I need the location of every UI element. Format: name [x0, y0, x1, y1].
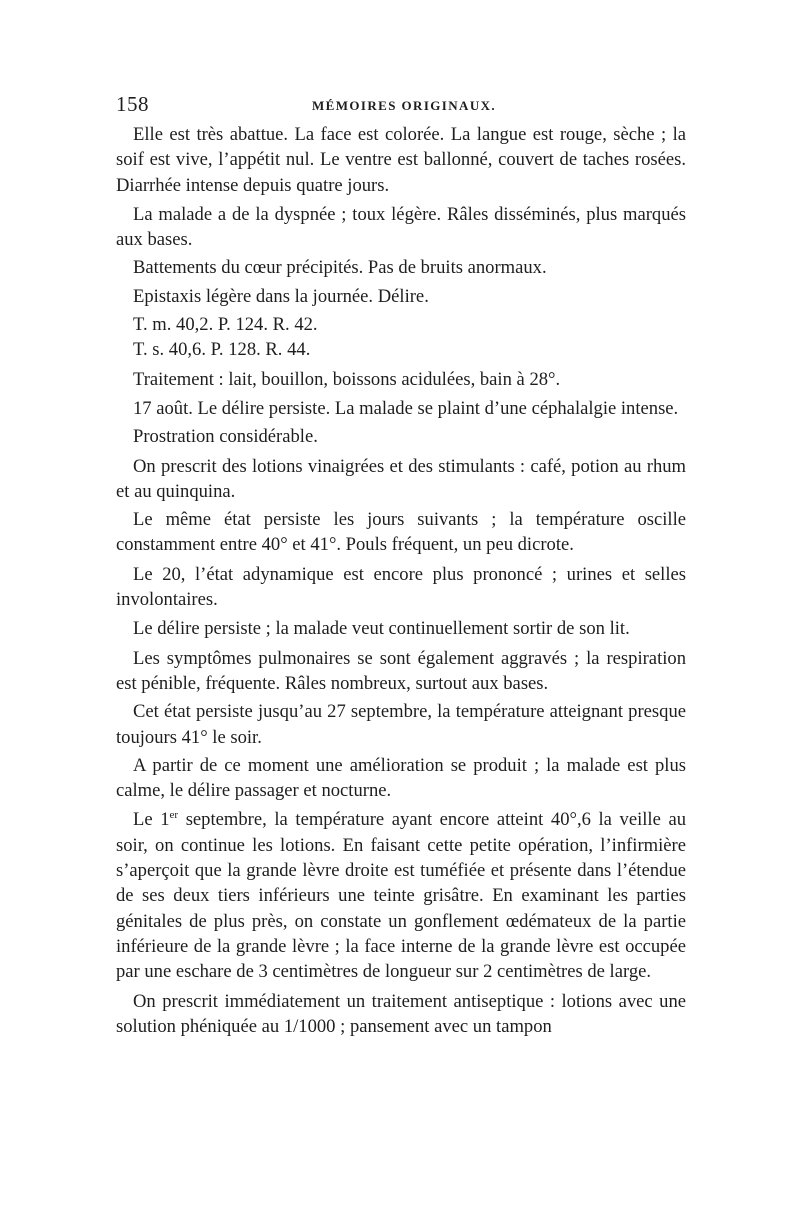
paragraph-same-state: Le même état persiste les jours suivants ; la température oscille constamment entre 40° et 41°. Pouls fréquent, un peu dicrote. [116, 509, 686, 556]
paragraph-improvement: A partir de ce moment une amélioration se produit ; la malade est plus calme, le délire passager et nocturne. [116, 754, 686, 802]
paragraph-pulmonary: Les symptômes pulmonaires se sont également aggravés ; la respiration est pénible, fréquente. Râles nombreux, surtout aux bases. [116, 647, 686, 694]
body-text [116, 122, 686, 1039]
running-title: MÉMOIRES ORIGINAUX. [312, 98, 497, 113]
paragraph-treatment: Traitement : lait, bouillon, boissons acidulées, bain à 28°. [133, 368, 561, 390]
paragraph-prostration: Prostration considérable. [133, 426, 318, 448]
paragraph-heart: Battements du cœur précipités. Pas de bruits anormaux. [133, 257, 547, 279]
paragraph-patient-state: Elle est très abattue. La face est colorée. La langue est rouge, sèche ; la soif est vive, l’appétit nul. Le ventre est ballonné, couvert de taches rosées. Diarrhée intense depuis quatre jours. [116, 124, 686, 196]
paragraph-epistaxis: Epistaxis légère dans la journée. Délire. [133, 285, 429, 307]
paragraph-lotions: On prescrit des lotions vinaigrées et des stimulants : café, potion au rhum et au quinquina. [116, 455, 686, 502]
document-page [116, 92, 686, 1042]
paragraph-september-1 [116, 807, 686, 984]
vitals-evening: T. s. 40,6. P. 128. R. 44. [133, 339, 311, 361]
paragraph-september-27: Cet état persiste jusqu’au 27 septembre, la température atteignant presque toujours 41° le soir. [116, 701, 686, 748]
paragraph-day-20: Le 20, l’état adynamique est encore plus prononcé ; urines et selles involontaires. [116, 563, 686, 611]
page-header [116, 92, 686, 118]
paragraph-antiseptic: On prescrit immédiatement un traitement antiseptique : lotions avec une solution phéniquée au 1/1000 ; pansement avec un tampon [116, 990, 686, 1037]
ordinal-superscript: er [169, 809, 179, 822]
september-1-text: septembre, la température ayant encore atteint 40°,6 la veille au soir, on continue les lotions. En faisant cette petite opération, l’infirmière s’aperçoit que la grande lèvre droite est tuméfiée et présente dans l’étendue de ses deux tiers inférieurs une teinte grisâtre. En examinant les parties génitales de plus près, on constate un gonflement œdémateux de la partie inférieure de la grande lèvre ; la face interne de la grande lèvre est occupée par une eschare de 3 centimètres de longueur sur 2 centimètres de large. [116, 809, 686, 983]
vitals-morning: T. m. 40,2. P. 124. R. 42. [133, 314, 318, 336]
page-number: 158 [116, 92, 149, 116]
paragraph-dyspnea: La malade a de la dyspnée ; toux légère. Râles disséminés, plus marqués aux bases. [116, 203, 686, 251]
paragraph-august-17: 17 août. Le délire persiste. La malade se plaint d’une céphalalgie intense. [133, 397, 679, 419]
paragraph-delirium: Le délire persiste ; la malade veut continuellement sortir de son lit. [133, 618, 630, 640]
september-1-day: Le 1 [133, 809, 170, 831]
